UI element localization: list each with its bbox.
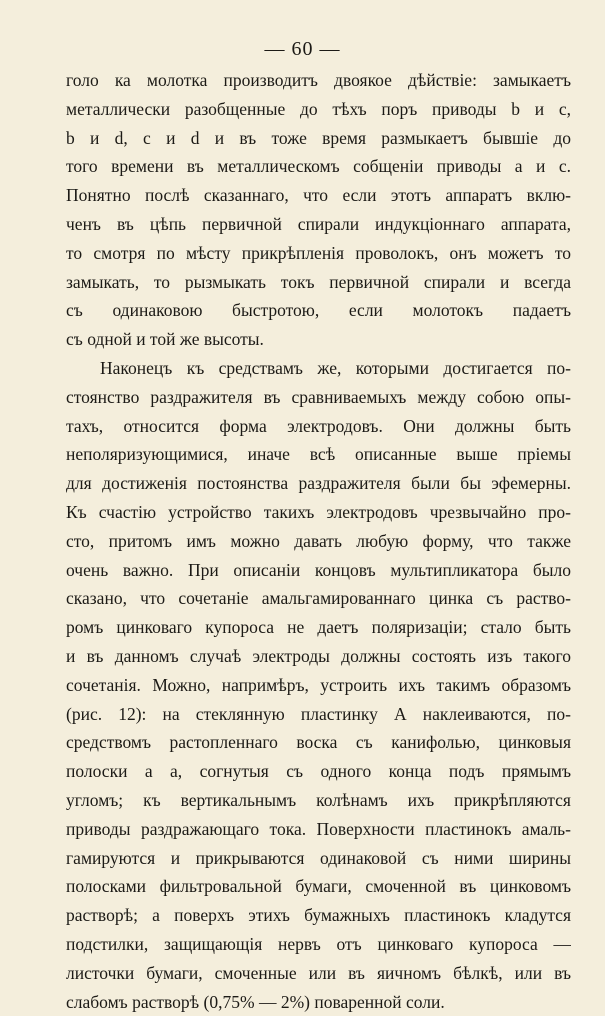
text-line: подстилки, защищающія нервъ отъ цинковаго купороса —	[66, 930, 571, 959]
text-line: b и d, c и d и въ тоже время размыкаетъ бывшіе до	[66, 124, 571, 153]
text-line: полосками фильтровальной бумаги, смоченной въ цинковомъ	[66, 872, 571, 901]
text-line: то смотря по мѣсту прикрѣпленія проволокъ, онъ можетъ то	[66, 239, 571, 268]
text-line: слабомъ растворѣ (0,75% — 2%) поваренной соли.	[66, 988, 571, 1016]
text-line: растворѣ; а поверхъ этихъ бумажныхъ пластинокъ кладутся	[66, 901, 571, 930]
text-line: (рис. 12): на стеклянную пластинку А наклеиваются, по-	[66, 700, 571, 729]
text-line: сочетанія. Можно, напримѣръ, устроить ихъ такимъ образомъ	[66, 671, 571, 700]
text-line: Понятно послѣ сказаннаго, что если этотъ аппаратъ вклю-	[66, 181, 571, 210]
text-line: сто, притомъ имъ можно давать любую форму, что также	[66, 527, 571, 556]
text-line: полоски а а, согнутыя съ одного конца подъ прямымъ	[66, 757, 571, 786]
paragraph-first-line: Наконецъ къ средствамъ же, которыми достигается по-	[66, 354, 571, 383]
body-text	[66, 66, 571, 1016]
text-line: для достиженія постоянства раздражителя были бы эфемерны.	[66, 469, 571, 498]
text-line: приводы раздражающаго тока. Поверхности пластинокъ амаль-	[66, 815, 571, 844]
text-line: того времени въ металлическомъ собщеніи приводы a и c.	[66, 152, 571, 181]
text-line: ромъ цинковаго купороса не даетъ поляризаціи; стало быть	[66, 613, 571, 642]
text-line: средствомъ растопленнаго воска съ канифолью, цинковыя	[66, 728, 571, 757]
text-line: угломъ; къ вертикальнымъ колѣнамъ ихъ прикрѣпляются	[66, 786, 571, 815]
page-number: — 60 —	[0, 38, 605, 61]
text-line: неполяризующимися, иначе всѣ описанные выше пріемы	[66, 440, 571, 469]
text-line: и въ данномъ случаѣ электроды должны состоять изъ такого	[66, 642, 571, 671]
text-line: ченъ въ цѣпь первичной спирали индукціоннаго аппарата,	[66, 210, 571, 239]
text-line: сказано, что сочетаніе амальгамированнаго цинка съ раство-	[66, 584, 571, 613]
text-line: замыкать, то рызмыкать токъ первичной спирали и всегда	[66, 268, 571, 297]
text-line: металлически разобщенные до тѣхъ поръ приводы b и c,	[66, 95, 571, 124]
text-line: гамируются и прикрываются одинаковой съ ними ширины	[66, 844, 571, 873]
text-line: очень важно. При описаніи концовъ мультипликатора было	[66, 556, 571, 585]
text-line: стоянство раздражителя въ сравниваемыхъ между собою опы-	[66, 383, 571, 412]
text-line: Къ счастію устройство такихъ электродовъ чрезвычайно про-	[66, 498, 571, 527]
text-line: тахъ, относится форма электродовъ. Они должны быть	[66, 412, 571, 441]
text-line: голо ка молотка производитъ двоякое дѣйствіе: замыкаетъ	[66, 66, 571, 95]
text-line: съ одной и той же высоты.	[66, 325, 571, 354]
text-line: съ одинаковою быстротою, если молотокъ падаетъ	[66, 296, 571, 325]
text-line: листочки бумаги, смоченные или въ яичномъ бѣлкѣ, или въ	[66, 959, 571, 988]
